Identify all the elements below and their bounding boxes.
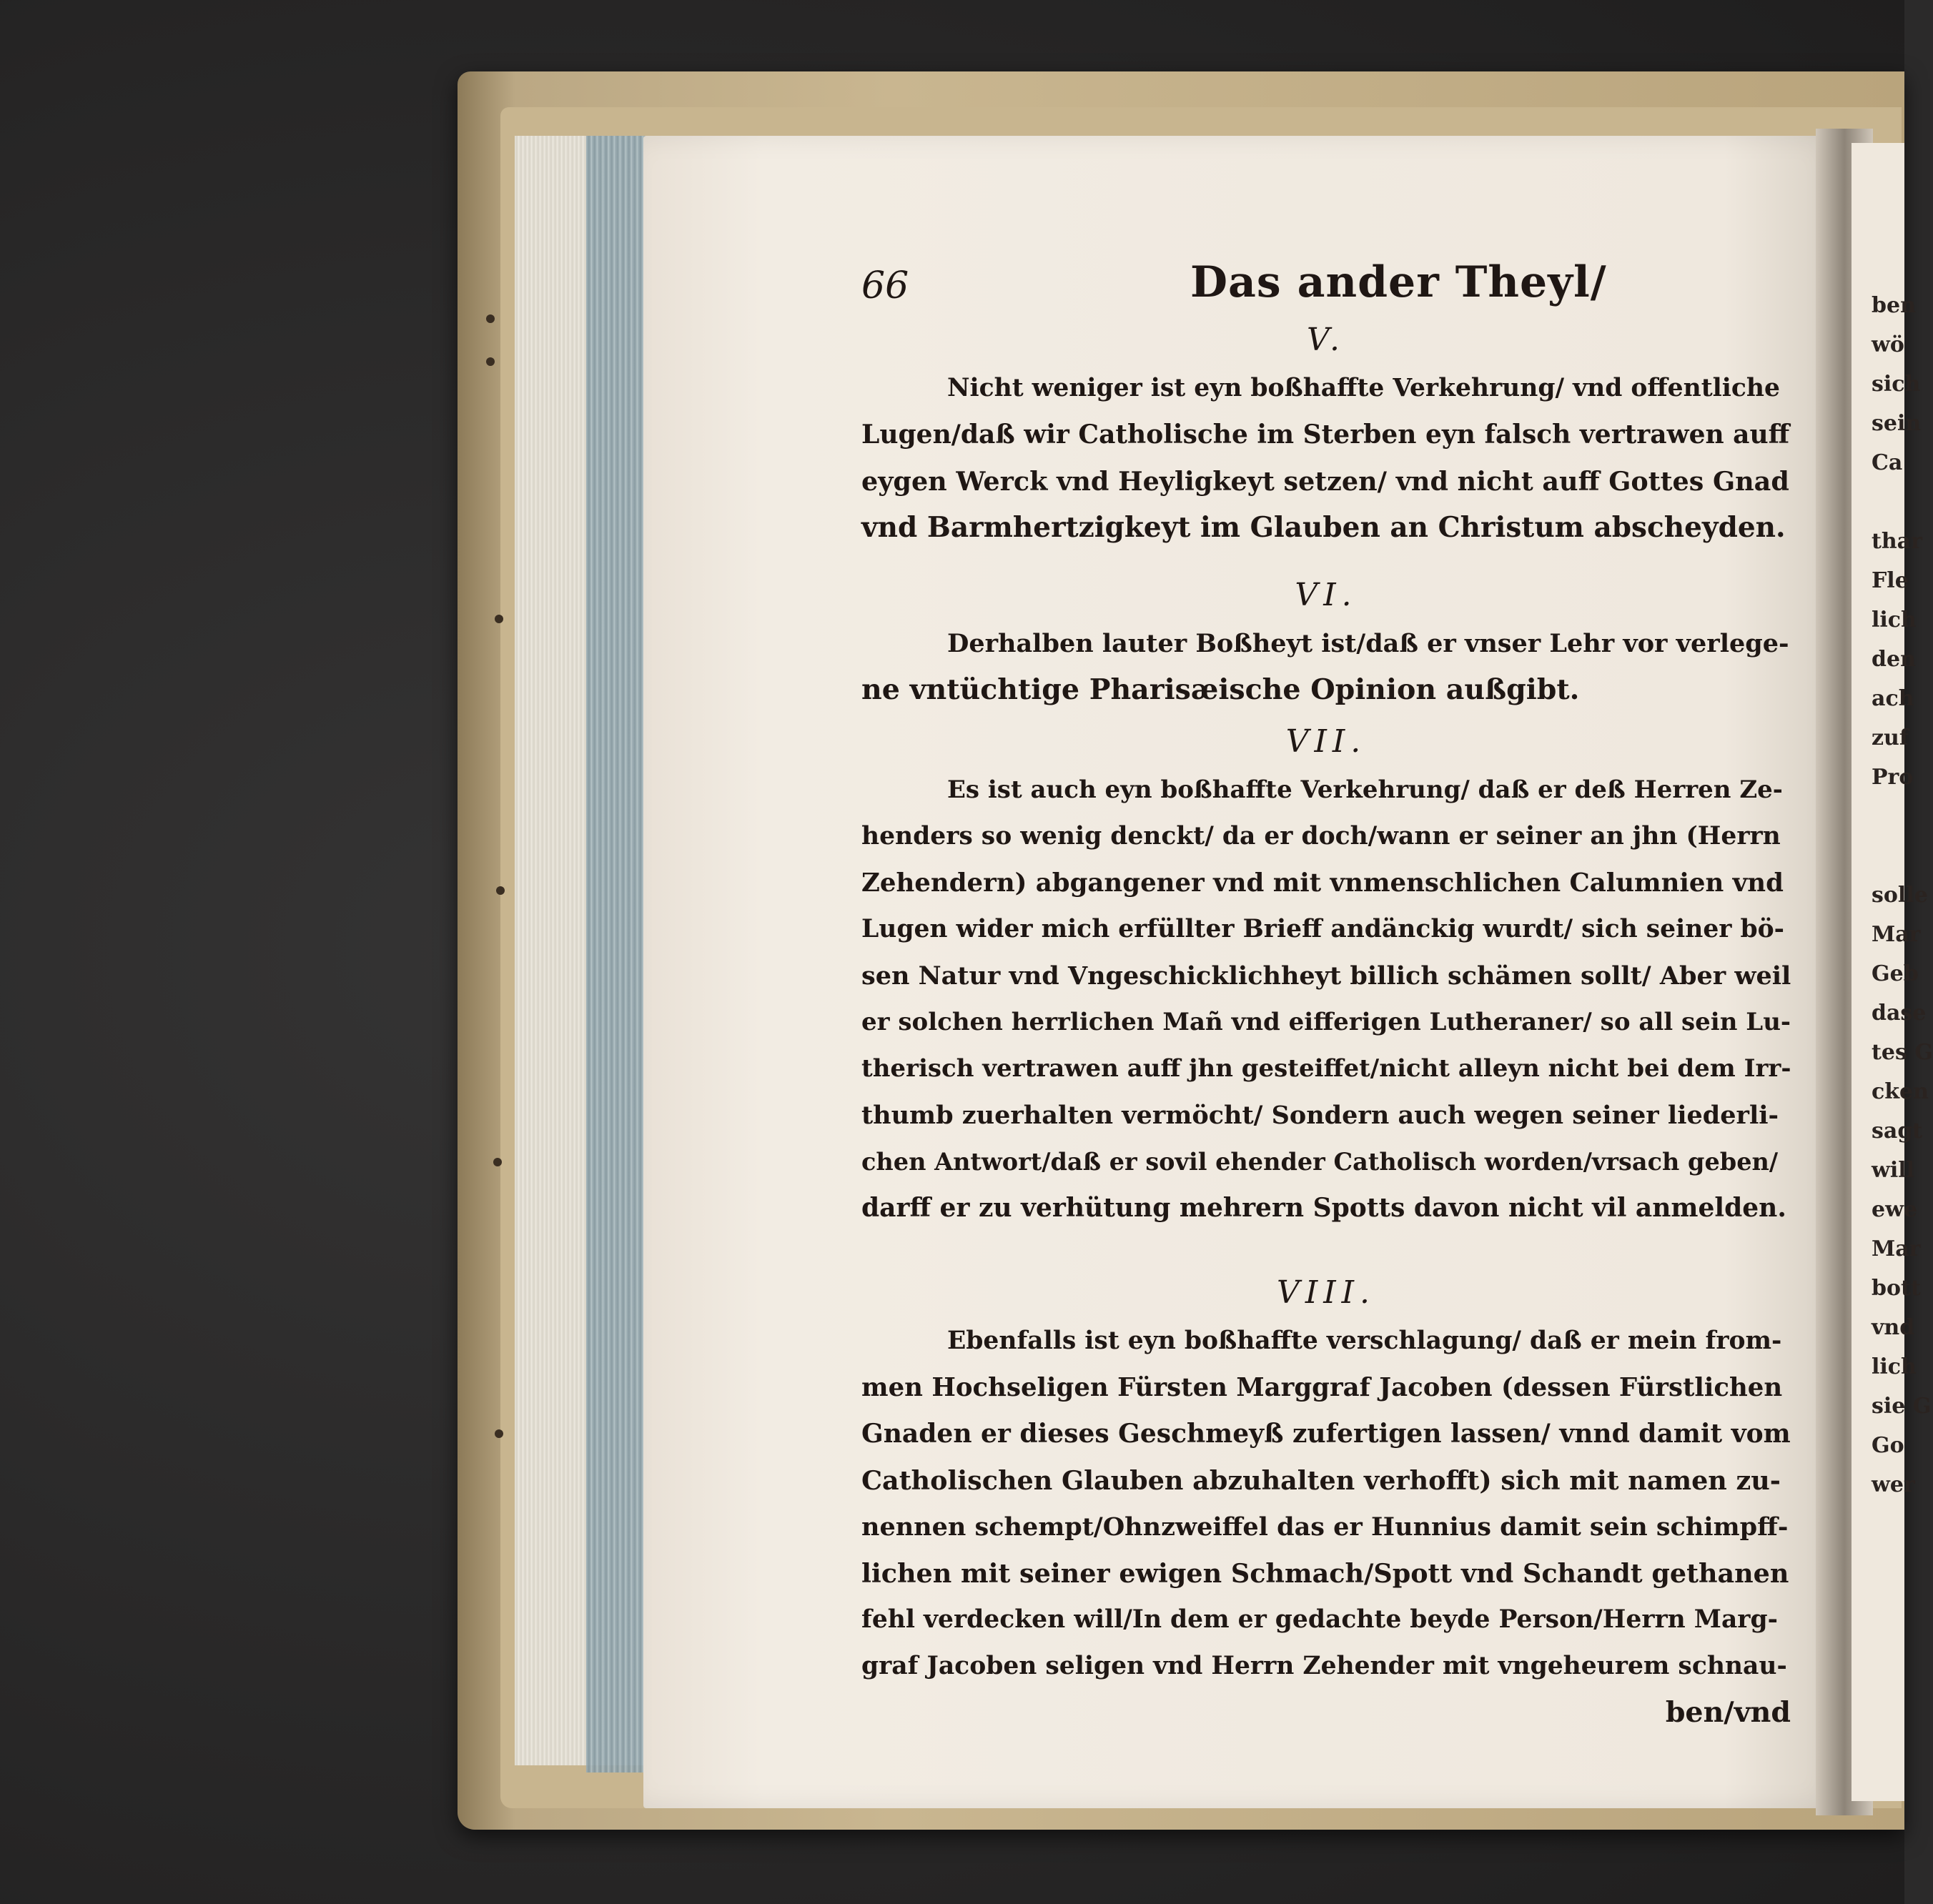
text-line: chen Antwort/daß er sovil ehender Catholisch worden/vrsach geben/ bbox=[861, 1148, 1779, 1176]
text-line: Ebenfalls ist eyn boßhaffte verschlagung/ daß er mein from- bbox=[947, 1327, 1782, 1355]
facing-fragment: ach bbox=[1872, 686, 1914, 711]
text-line: Nicht weniger ist eyn boßhaffte Verkehrung/ vnd offentliche bbox=[947, 374, 1780, 402]
text-line: Es ist auch eyn boßhaffte Verkehrung/ daß er deß Herren Ze- bbox=[947, 775, 1783, 804]
paragraph bbox=[861, 1318, 1791, 1690]
facing-fragment: lich bbox=[1872, 1354, 1917, 1379]
paragraph bbox=[861, 767, 1791, 1231]
facing-fragment: vnd bbox=[1872, 1315, 1915, 1340]
facing-fragment: sich bbox=[1872, 372, 1921, 397]
section-numeral: V. bbox=[1306, 322, 1346, 358]
page-text bbox=[861, 257, 1791, 1736]
text-line: Catholischen Glauben abzuhalten verhofft) sich mit namen zu- bbox=[861, 1465, 1781, 1496]
text-line: nennen schempt/Ohnzweiffel das er Hunnius damit sein schimpff- bbox=[861, 1512, 1789, 1542]
facing-fragment: ben bbox=[1872, 293, 1916, 318]
facing-fragment: Go bbox=[1872, 1433, 1904, 1458]
paragraph bbox=[861, 365, 1791, 551]
text-line: lichen mit seiner ewigen Schmach/Spott vnd Schandt gethanen bbox=[861, 1558, 1789, 1589]
text-line: darff er zu verhütung mehrern Spotts davon nicht vil anmelden. bbox=[861, 1193, 1786, 1223]
text-line: sen Natur vnd Vngeschicklichheyt billich schämen sollt/ Aber weil bbox=[861, 961, 1791, 991]
text-line: Zehendern) abgangener vnd mit vnmenschlichen Calumnien vnd bbox=[861, 868, 1784, 898]
facing-fragment: wö bbox=[1872, 332, 1904, 357]
text-line: thumb zuerhalten vermöcht/ Sondern auch wegen seiner liederli- bbox=[861, 1101, 1779, 1130]
facing-fragment: solle bbox=[1872, 883, 1928, 908]
text-line: ne vntüchtige Pharisæische Opinion außgibt. bbox=[861, 673, 1580, 706]
text-line: vnd Barmhertzigkeyt im Glauben an Christum abscheyden. bbox=[861, 511, 1786, 544]
text-line: men Hochseligen Fürsten Marggraf Jacoben (dessen Fürstlichen bbox=[861, 1373, 1783, 1402]
facing-fragment: sein bbox=[1872, 411, 1922, 436]
text-line: Derhalben lauter Boßheyt ist/daß er vnser Lehr vor verlege- bbox=[947, 629, 1789, 658]
facing-fragment bbox=[1872, 836, 1914, 876]
facing-fragment bbox=[1872, 482, 1914, 522]
facing-fragment: Fle bbox=[1872, 568, 1909, 593]
text-line: fehl verdecken will/In dem er gedachte beyde Person/Herrn Marg- bbox=[861, 1605, 1778, 1634]
page-number: 66 bbox=[861, 264, 909, 307]
facing-fragment bbox=[1872, 797, 1914, 836]
facing-fragment: wer bbox=[1872, 1472, 1915, 1497]
text-line: Lugen wider mich erfüllter Brieff andänckig wurdt/ sich seiner bö- bbox=[861, 915, 1784, 943]
facing-fragment: bott bbox=[1872, 1276, 1921, 1301]
facing-page-text bbox=[1872, 286, 1933, 1504]
facing-fragment: sagt bbox=[1872, 1119, 1923, 1144]
text-line: Lugen/daß wir Catholische im Sterben eyn falsch vertrawen auff bbox=[861, 420, 1790, 450]
paragraph bbox=[861, 620, 1791, 713]
facing-fragment: Mar bbox=[1872, 1236, 1921, 1261]
facing-fragment: Ca bbox=[1872, 450, 1903, 475]
facing-fragment: ewe bbox=[1872, 1197, 1917, 1222]
text-line: Gnaden er dieses Geschmeyß zufertigen lassen/ vnnd damit vom bbox=[861, 1419, 1791, 1449]
facing-fragment: zuf bbox=[1872, 725, 1909, 750]
text-line: henders so wenig denckt/ da er doch/wann er seiner an jhn (Herrn bbox=[861, 822, 1781, 851]
running-head: Das ander Theyl/ bbox=[1190, 257, 1607, 307]
page-header bbox=[861, 257, 1791, 322]
facing-fragment: dase bbox=[1872, 1001, 1927, 1026]
section-numeral: VIII. bbox=[1277, 1274, 1375, 1311]
sections bbox=[861, 322, 1791, 1690]
facing-fragment: den bbox=[1872, 647, 1916, 672]
facing-fragment: cken bbox=[1872, 1079, 1929, 1104]
facing-fragment: will bbox=[1872, 1158, 1915, 1183]
facing-fragment: sie G bbox=[1872, 1394, 1932, 1419]
catchword: ben/vnd bbox=[1665, 1696, 1791, 1729]
facing-fragment: lich bbox=[1872, 608, 1917, 633]
facing-fragment: Pro bbox=[1872, 765, 1914, 790]
text-line: eygen Werck vnd Heyligkeyt setzen/ vnd nicht auff Gottes Gnad bbox=[861, 466, 1789, 497]
text-line: graf Jacoben seligen vnd Herrn Zehender mit vngeheurem schnau- bbox=[861, 1652, 1787, 1680]
facing-fragment: thar bbox=[1872, 529, 1922, 554]
facing-fragment: Mar bbox=[1872, 922, 1921, 947]
section-numeral: VII. bbox=[1285, 723, 1367, 760]
facing-fragment: tes G bbox=[1872, 1040, 1933, 1065]
facing-fragment: Geb bbox=[1872, 961, 1919, 986]
text-line: therisch vertrawen auff jhn gesteiffet/nicht alleyn nicht bei dem Irr- bbox=[861, 1054, 1791, 1083]
text-line: er solchen herrlichen Mañ vnd eifferigen Lutheraner/ so all sein Lu- bbox=[861, 1008, 1791, 1036]
section-numeral: VI. bbox=[1295, 577, 1358, 613]
